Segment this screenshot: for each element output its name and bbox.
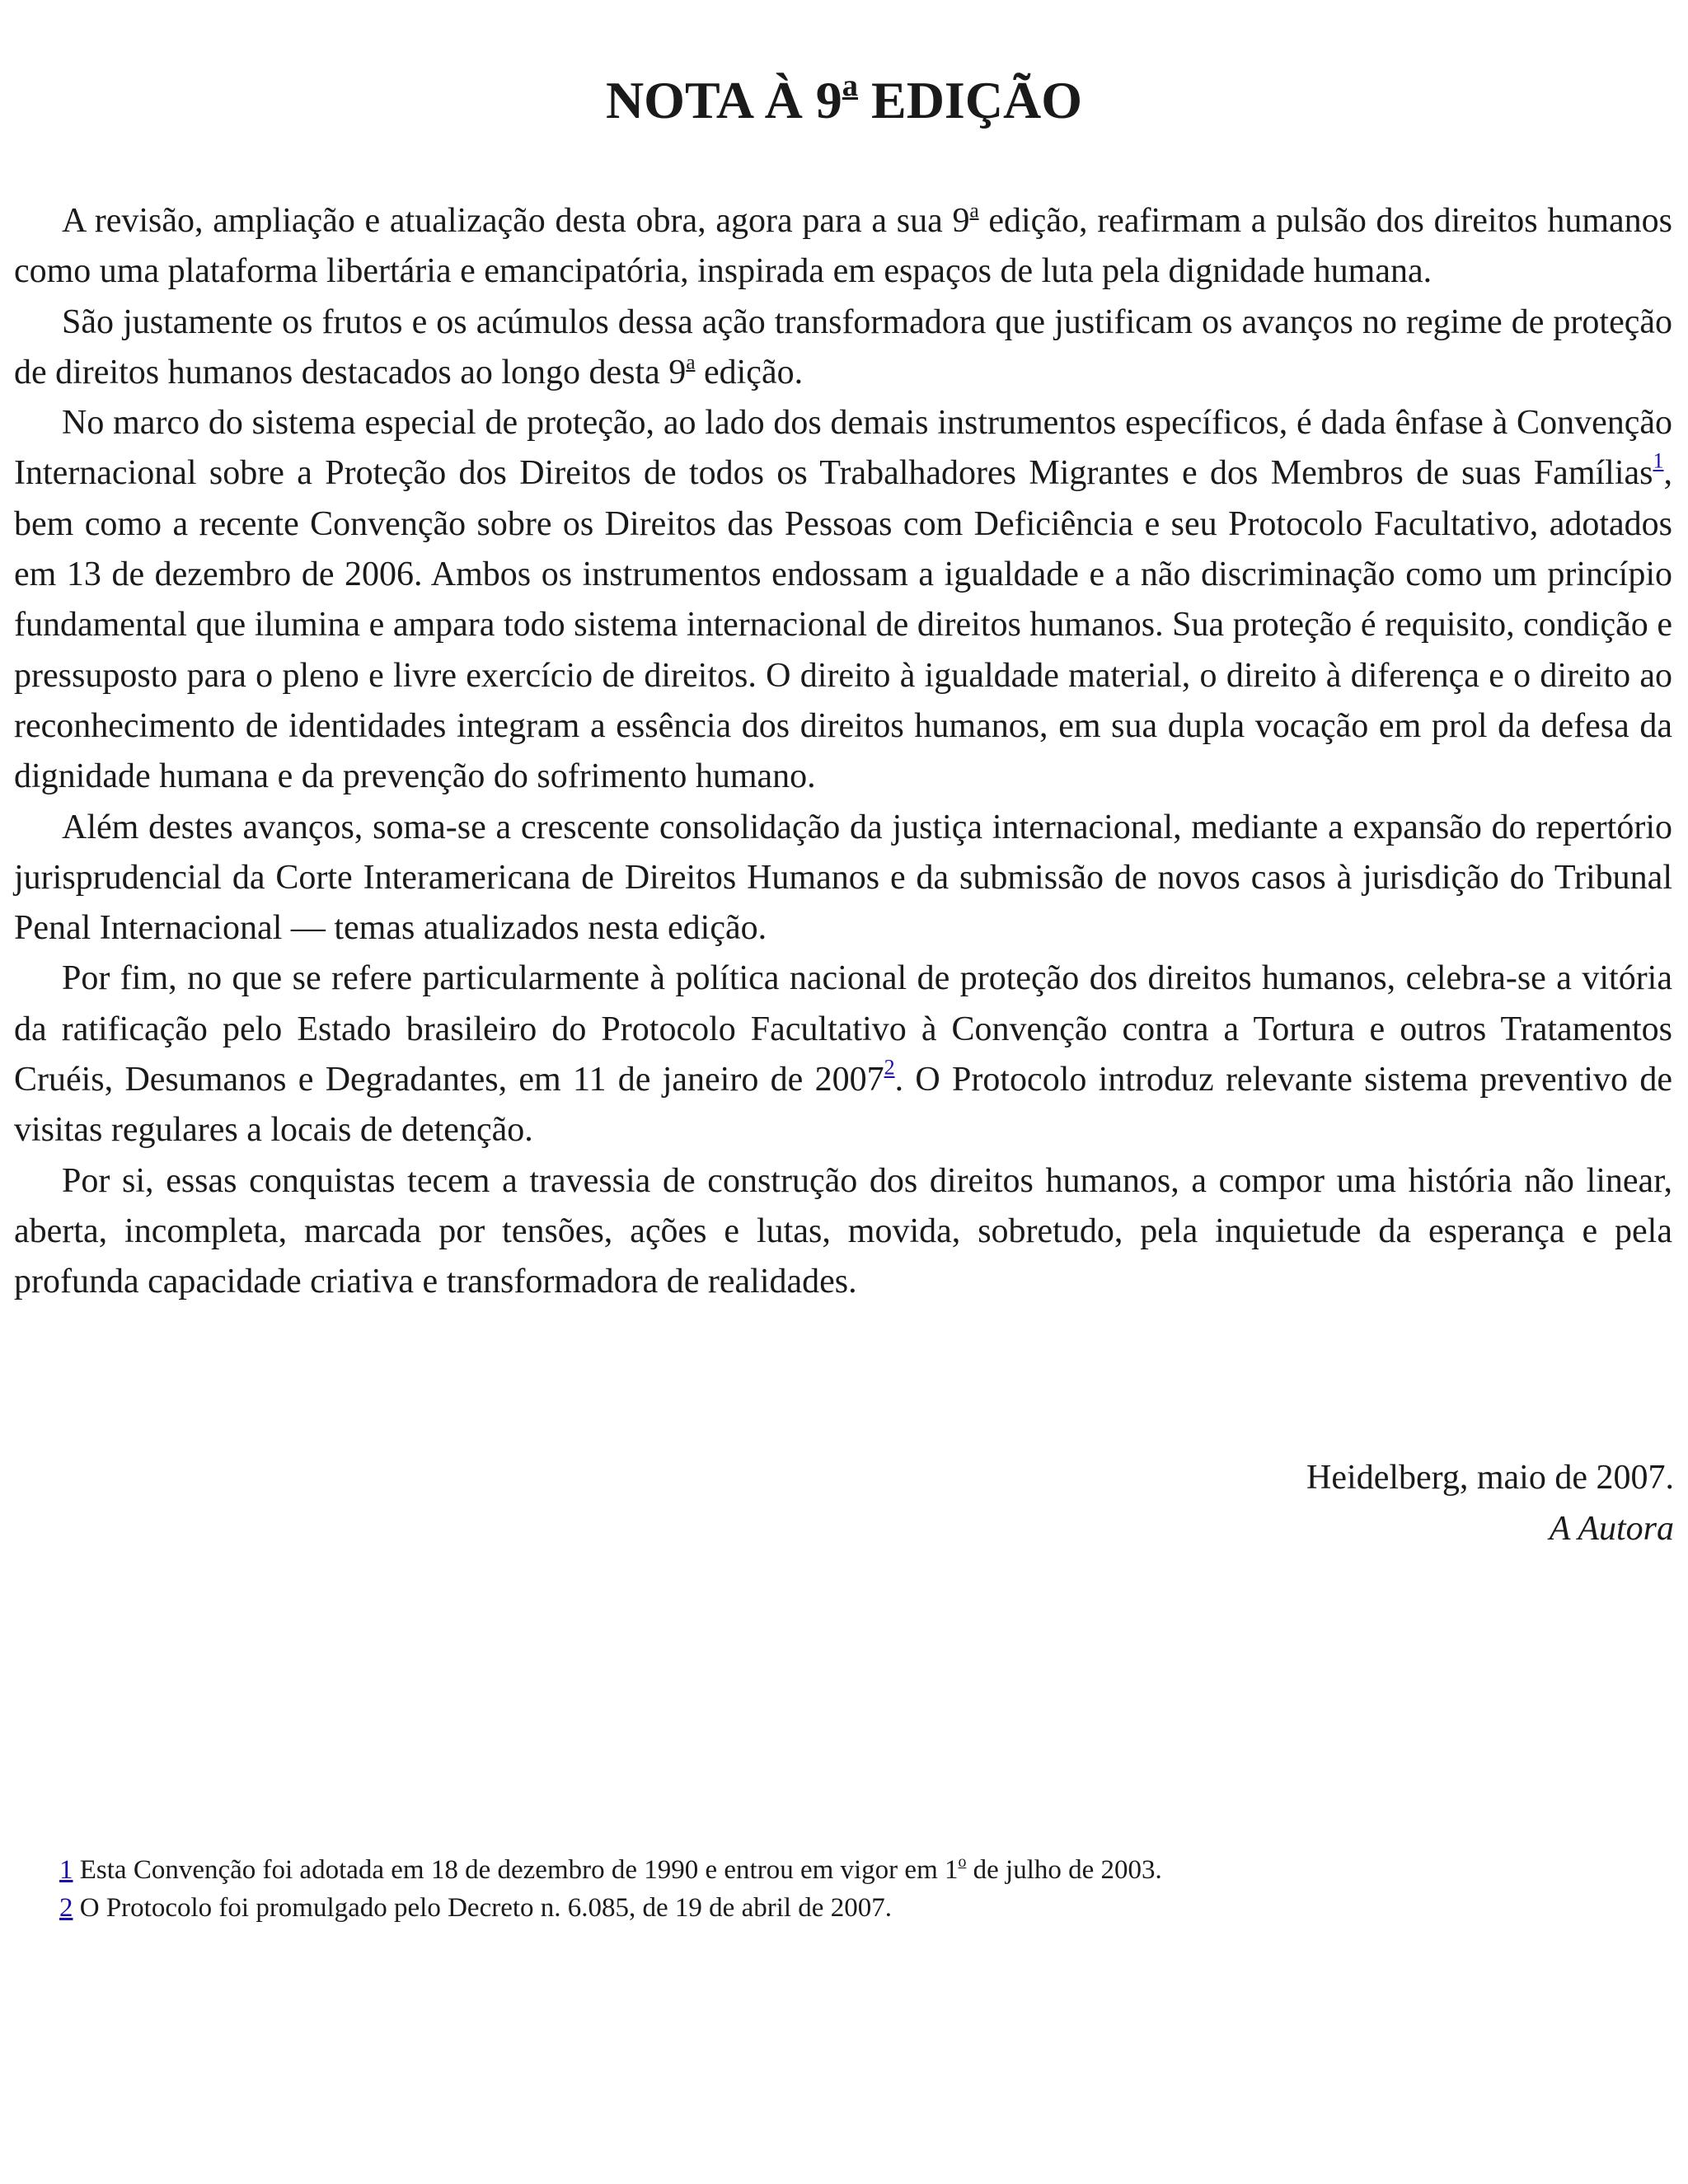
paragraph-2-text-start: São justamente os frutos e os acúmulos dessa ação transformadora que justificam os avanços no regime de proteção de direitos humanos destacados ao longo desta 9 (14, 302, 1672, 391)
title-text-end: EDIÇÃO (858, 71, 1083, 129)
page-title (0, 68, 1688, 134)
body-text (14, 196, 1672, 1308)
footnote-1-text-start: Esta Convenção foi adotada em 18 de dezembro de 1990 e entrou em vigor em 1 (73, 1855, 959, 1885)
signature-author: A Autora (1549, 1510, 1674, 1548)
paragraph-3 (14, 398, 1672, 802)
paragraph-3-text-start: No marco do sistema especial de proteção, ao lado dos demais instrumentos específicos, é dada ênfase à Convenção Internacional sobre a Proteção dos Direitos de todos os Trabalhadores Migrantes e dos Membros de suas Famílias (14, 404, 1672, 493)
footnote-2-backlink[interactable]: 2 (59, 1893, 73, 1923)
paragraph-1-ordinal-indicator: a (969, 199, 979, 223)
footnote-1 (59, 1851, 1658, 1889)
footnote-1-ordinal-indicator: o (958, 1853, 967, 1872)
paragraph-4: Além destes avanços, soma-se a crescente consolidação da justiça internacional, mediante a expansão do repertório jurisprudencial da Corte Interamericana de Direitos Humanos e da submissão de novos casos à jurisdição do Tribunal Penal Internacional — temas atualizados nesta edição. (14, 808, 1672, 948)
signature-place-date: Heidelberg, maio de 2007. (1306, 1459, 1674, 1497)
paragraph-5-text-start: Por fim, no que se refere particularmente à política nacional de proteção dos direitos humanos, celebra-se a vitória da ratificação pelo Estado brasileiro do Protocolo Facultativo à Convenção contra a Tortura e outros Tratamentos Cruéis, Desumanos e Degradantes, em 11 de janeiro de 2007 (14, 959, 1672, 1099)
paragraph-2-text-end: edição. (695, 353, 804, 391)
paragraph-1 (14, 196, 1672, 298)
paragraph-5 (14, 954, 1672, 1155)
footnote-1-backlink[interactable]: 1 (59, 1855, 73, 1885)
paragraph-3-text-end: , bem como a recente Convenção sobre os Direitos das Pessoas com Deficiência e seu Protocolo Facultativo, adotados em 13 de dezembro de 2006. Ambos os instrumentos endossam a igualdade e a não discriminação como um princípio fundamental que ilumina e ampara todo sistema internacional de direitos humanos. Sua proteção é requisito, condição e pressuposto para o pleno e livre exercício de direitos. O direito à igualdade material, o direito à diferença e o direito ao reconhecimento de identidades integram a essência dos direitos humanos, em sua dupla vocação em prol da defesa da dignidade humana e da prevenção do sofrimento humano. (14, 454, 1672, 796)
paragraph-2-ordinal-indicator: a (686, 351, 696, 374)
footnote-ref-1-link[interactable]: 1 (1653, 448, 1664, 473)
footnote-1-text-end: de julho de 2003. (966, 1855, 1162, 1885)
paragraph-1-text-start: A revisão, ampliação e atualização desta obra, agora para a sua 9 (62, 202, 970, 240)
footnote-2 (59, 1889, 1658, 1927)
paragraph-2 (14, 298, 1672, 399)
title-ordinal-indicator: a (842, 68, 858, 104)
title-text-start: NOTA À 9 (605, 71, 842, 129)
paragraph-1-text-end: edição, reafirmam a pulsão dos direitos humanos como uma plataforma libertária e emancipatória, inspirada em espaços de luta pela dignidade humana. (14, 202, 1672, 291)
signature-block (1306, 1452, 1674, 1554)
paragraph-5-text-end: . O Protocolo introduz relevante sistema preventivo de visitas regulares a locais de detenção. (14, 1061, 1672, 1150)
paragraph-6: Por si, essas conquistas tecem a travessia de construção dos direitos humanos, a compor uma história não linear, aberta, incompleta, marcada por tensões, ações e lutas, movida, sobretudo, pela inquietude da esperança e pela profunda capacidade criativa e transformadora de realidades. (14, 1161, 1672, 1301)
footnotes (59, 1851, 1658, 1927)
footnote-2-text: O Protocolo foi promulgado pelo Decreto n. 6.085, de 19 de abril de 2007. (73, 1893, 892, 1923)
footnote-ref-2-link[interactable]: 2 (884, 1055, 895, 1080)
